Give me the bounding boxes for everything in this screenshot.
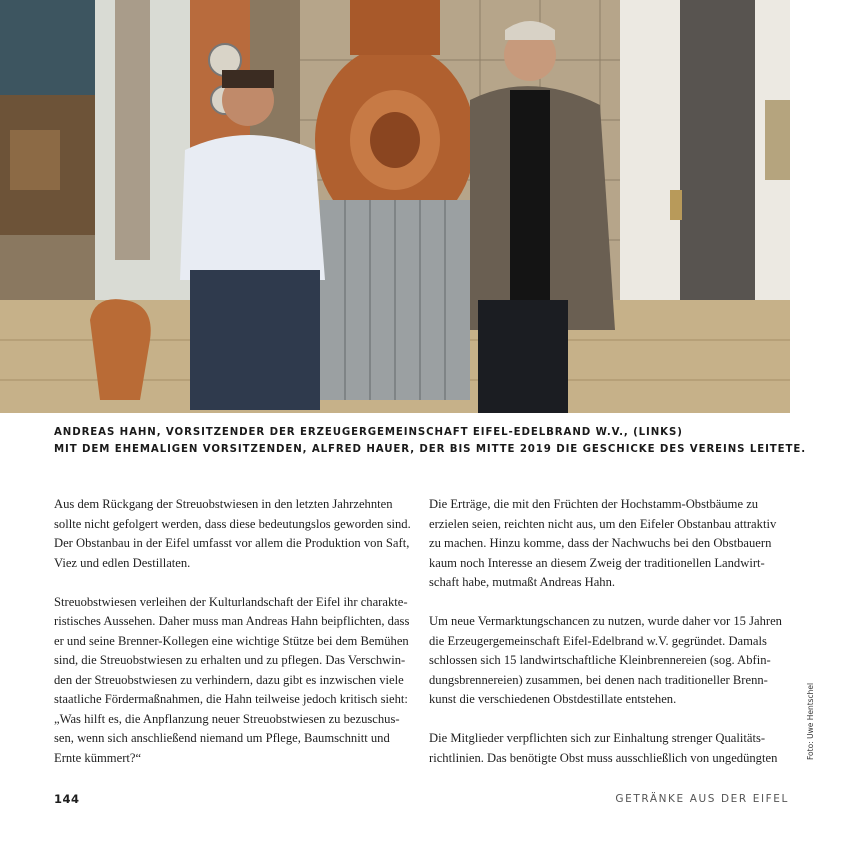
text-line: sollte nicht gefolgert werden, dass diese bedeutungslos geworden sind.	[54, 516, 411, 531]
text-line: die Erzeugergemeinschaft Eifel-Edelbrand w.V. gegründet. Damals	[429, 633, 767, 648]
text-line: sind, die Streuobstwiesen zu erhalten und zu pflegen. Das Verschwin-	[54, 653, 406, 667]
text-line: Streuobstwiesen verleihen der Kulturlandschaft der Eifel ihr charakte-	[54, 594, 408, 609]
caption-line: ANDREAS HAHN, VORSITZENDER DER ERZEUGERGEMEINSCHAFT EIFEL-EDELBRAND W.V., (LINKS)	[54, 427, 683, 438]
text-line: Aus dem Rückgang der Streuobstwiesen in den letzten Jahrzehnten	[54, 497, 393, 511]
text-line: schlossen sich 15 landwirtschaftliche Kleinbrennereien (sog. Abfin-	[429, 653, 771, 667]
text-line: „Was hilft es, die Anpflanzung neuer Streuobstwiesen zu bezuschus-	[54, 711, 400, 726]
text-line: Ernte kümmert?“	[54, 750, 142, 765]
text-line: staatliche Fördermaßnahmen, die Hahn teilweise jedoch kritisch sieht:	[54, 692, 408, 706]
caption-line: MIT DEM EHEMALIGEN VORSITZENDEN, ALFRED HAUER, DER BIS MITTE 2019 DIE GESCHICKE DES VEREINS LEITETE.	[54, 444, 806, 455]
text-line: erzielen seien, reichten nicht aus, um den Eifeler Obstanbau attraktiv	[429, 516, 777, 531]
text-line: Die Erträge, die mit den Früchten der Hochstamm-Obstbäume zu	[429, 497, 759, 511]
paragraph	[429, 495, 789, 593]
paragraph	[54, 495, 414, 573]
paragraph	[429, 612, 789, 710]
right-column	[429, 495, 789, 788]
text-line: schaft habe, mutmaßt Andreas Hahn.	[429, 575, 616, 589]
paragraph	[54, 593, 414, 769]
text-line: ristisches Aussehen. Daher muss man Andreas Hahn beipflichten, dass	[54, 614, 410, 628]
text-line: zu machen. Hinzu komme, dass der Nachwuchs bei den Obstbauern	[429, 536, 772, 550]
text-line: Der Obstanbau in der Eifel umfasst vor allem die Produktion von Saft,	[54, 536, 410, 550]
photo-caption	[54, 424, 806, 458]
page-number: 144	[54, 792, 80, 806]
text-line: dungsbrennereien) zusammen, bei denen nach traditioneller Brenn-	[429, 672, 768, 687]
text-line: kunst die verschiedenen Obstdestillate entstehen.	[429, 692, 677, 706]
distillery-photo	[0, 0, 790, 413]
running-title: GETRÄNKE AUS DER EIFEL	[615, 793, 789, 805]
text-line: Die Mitglieder verpflichten sich zur Einhaltung strenger Qualitäts-	[429, 731, 766, 745]
paragraph	[429, 729, 789, 768]
text-line: er und seine Brenner-Kollegen eine wichtige Stütze bei dem Bemühen	[54, 633, 409, 648]
text-line: kaum noch Interesse an diesem Zweig der traditionellen Landwirt-	[429, 555, 765, 570]
text-line: den der Streuobstwiesen zu verhindern, dazu gibt es inzwischen viele	[54, 672, 404, 687]
text-line: richtlinien. Das benötigte Obst muss ausschließlich von ungedüngten	[429, 750, 778, 765]
text-line: sen, wenn sich anschließend niemand um Pflege, Baumschnitt und	[54, 731, 390, 745]
text-line: Viez und edlen Destillaten.	[54, 555, 191, 570]
text-line: Um neue Vermarktungschancen zu nutzen, wurde daher vor 15 Jahren	[429, 614, 782, 628]
distillery-photo-icon	[0, 0, 790, 413]
photo-credit	[806, 682, 841, 769]
photo-credit-text: Foto: Uwe Hentschel	[806, 682, 815, 760]
left-column	[54, 495, 414, 788]
